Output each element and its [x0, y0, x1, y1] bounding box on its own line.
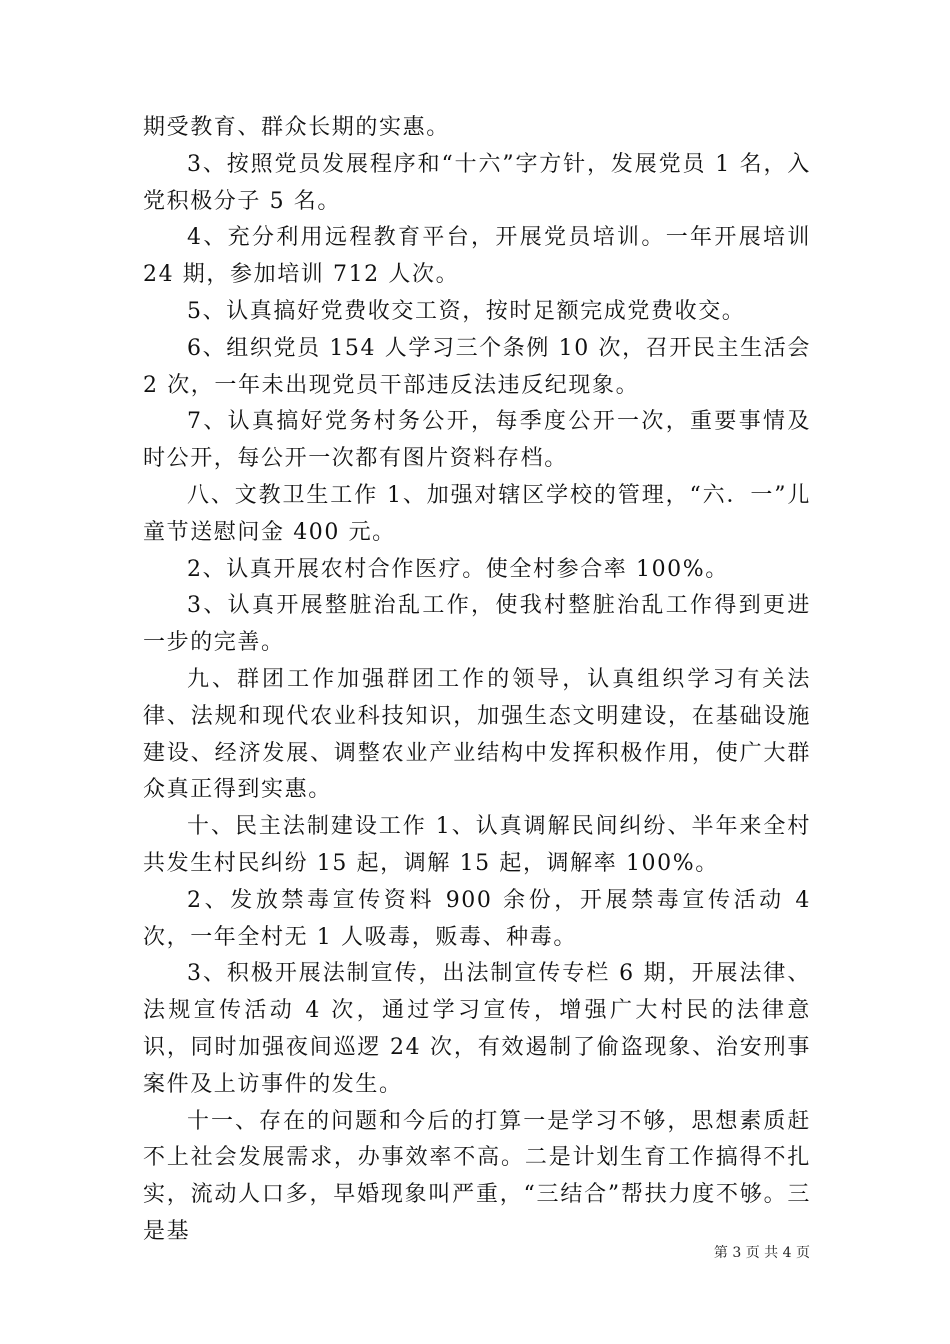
paragraph-culture-education-health: 八、文教卫生工作 1、加强对辖区学校的管理，“六．一”儿童节送慰问金 400 元。	[143, 482, 811, 545]
paragraph-continuation: 期受教育、群众长期的实惠。	[143, 115, 450, 140]
paragraph-remote-education-training: 4、充分利用远程教育平台，开展党员培训。一年开展培训 24 期，参加培训 712 人次。	[143, 225, 811, 288]
paragraph-affairs-disclosure: 7、认真搞好党务村务公开，每季度公开一次，重要事情及时公开，每公开一次都有图片资料存档。	[143, 409, 811, 472]
paragraph-mass-organizations: 九、群团工作加强群团工作的领导，认真组织学习有关法律、法规和现代农业科技知识，加强生态文明建设，在基础设施建设、经济发展、调整农业产业结构中发挥积极作用，使广大群众真正得到实惠。	[143, 666, 811, 803]
paragraph-democracy-legal-system: 十、民主法制建设工作 1、认真调解民间纠纷、半年来全村共发生村民纠纷 15 起，调解 15 起，调解率 100%。	[143, 814, 811, 876]
page-number-footer: 第 3 页 共 4 页	[713, 1245, 810, 1261]
paragraph-party-dues: 5、认真搞好党费收交工资，按时足额完成党费收交。	[187, 298, 746, 324]
paragraph-anti-drug-publicity: 2、发放禁毒宣传资料 900 余份，开展禁毒宣传活动 4 次，一年全村无 1 人吸毒，贩毒、种毒。	[143, 887, 811, 950]
paragraph-party-member-development: 3、按照党员发展程序和“十六”字方针，发展党员 1 名，入党积极分子 5 名。	[143, 151, 811, 214]
paragraph-rural-medical-cooperation: 2、认真开展农村合作医疗。使全村参合率 100%。	[187, 556, 729, 582]
paragraph-legal-publicity: 3、积极开展法制宣传，出法制宣传专栏 6 期，开展法律、法规宣传活动 4 次，通过学习宣传，增强广大村民的法律意识，同时加强夜间巡逻 24 次，有效遏制了偷盗现象、治安刑事案件及上访事件的发生。	[143, 961, 811, 1097]
document-body	[143, 110, 811, 1251]
paragraph-regulations-study: 6、组织党员 154 人学习三个条例 10 次，召开民主生活会 2 次，一年未出现党员干部违反法违反纪现象。	[143, 335, 811, 398]
paragraph-problems-and-plans: 十一、存在的问题和今后的打算一是学习不够，思想素质赶不上社会发展需求，办事效率不高。二是计划生育工作搞得不扎实，流动人口多，早婚现象叫严重，“三结合”帮扶力度不够。三是基	[143, 1108, 811, 1244]
paragraph-sanitation-work: 3、认真开展整脏治乱工作，使我村整脏治乱工作得到更进一步的完善。	[143, 593, 811, 656]
